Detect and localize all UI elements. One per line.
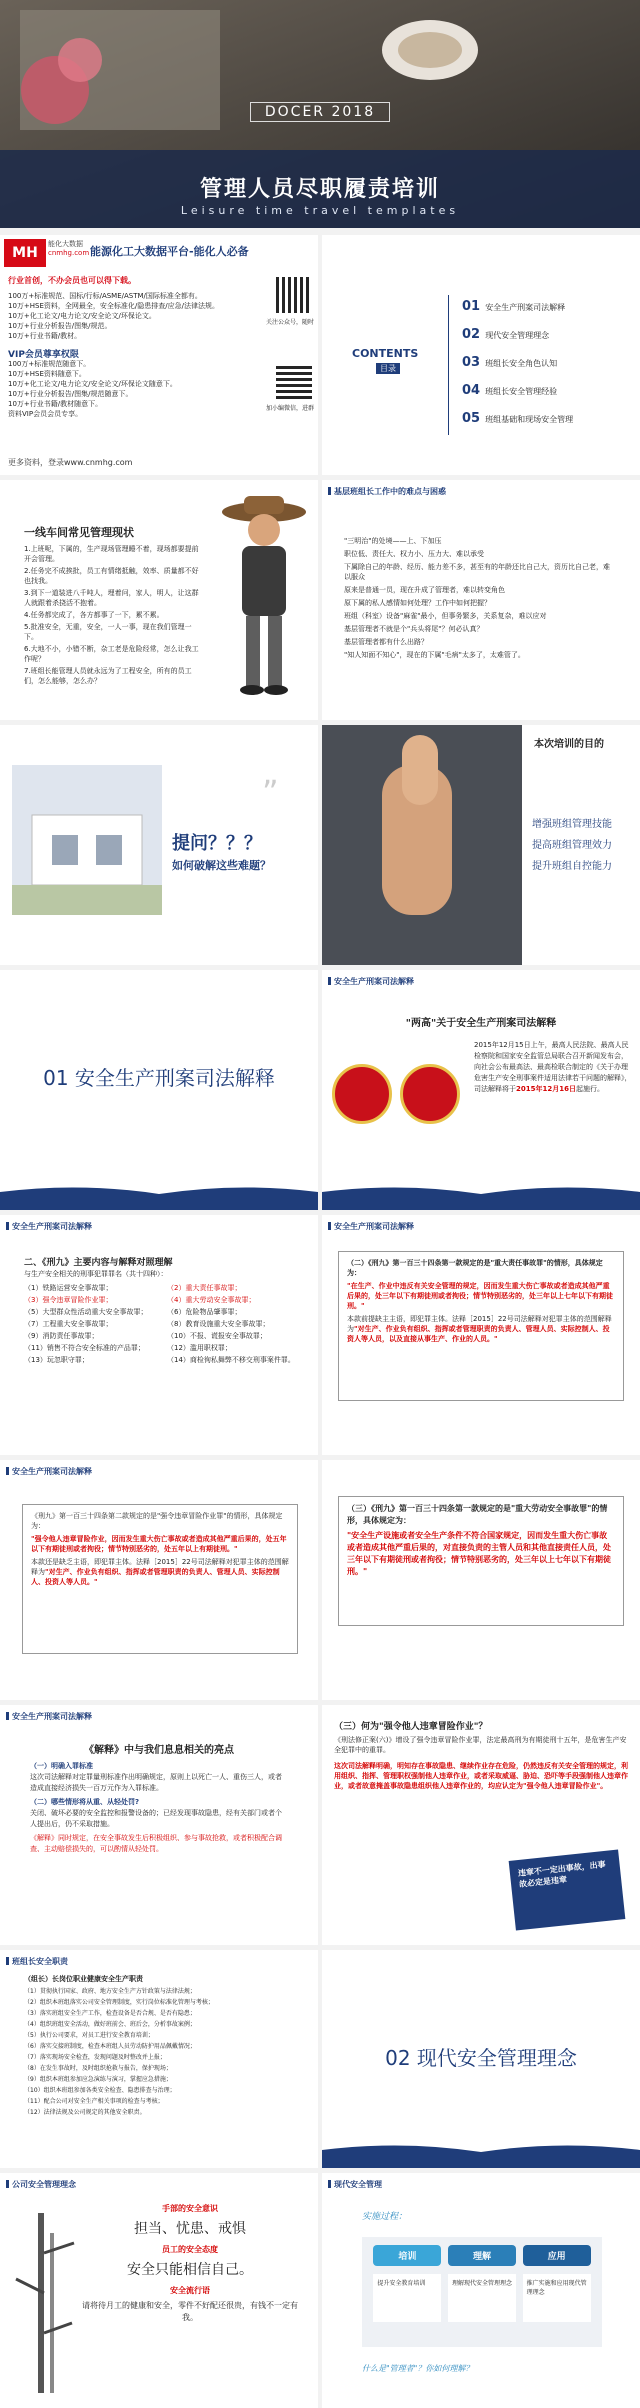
problem-line: 5.批准安全，无重，安全，一人一事，现在我们管理一下。 xyxy=(24,623,192,641)
logo: MH xyxy=(4,239,46,267)
qr1-caption: 关注公众号，随时 xyxy=(265,319,314,326)
difficulty-item: "知人知面不知心"，现在的下属"毛病"太多了，太难管了。 xyxy=(344,651,525,659)
difficulty-item: "三明治"的处境——上、下加压 xyxy=(344,537,442,545)
highlights-body xyxy=(30,1761,288,1855)
highlight-h2: （二）哪些情形将从重、从轻处罚? xyxy=(30,1798,140,1806)
article-box xyxy=(22,1504,298,1654)
quote-mark: ” xyxy=(262,773,279,811)
difficulty-item: 下属除自己的年龄、经历、能力差不多，甚至有的年龄还比自己大，资历比自己老，难以服众 xyxy=(344,563,610,581)
modern-box-body: 推广实施和应用现代管理理念 xyxy=(523,2274,591,2322)
purpose-slide xyxy=(322,725,640,965)
contents-label: CONTENTS xyxy=(352,347,419,360)
contents-text: 班组长安全管理经验 xyxy=(485,387,558,396)
cover-brand: DOCER 2018 xyxy=(250,102,390,122)
book-decoration xyxy=(322,1182,640,1210)
problem-line: 3.到下一道装进八千吨人，埋着问，家人，明人，让这群人就跟着杀挠活不抱着。 xyxy=(24,589,199,607)
highlights-slide xyxy=(0,1705,318,1945)
cover-title: 管理人员尽职履责培训 xyxy=(199,177,440,202)
concept-line: 手部的安全意识 xyxy=(162,2204,218,2213)
contents-item[interactable] xyxy=(462,407,632,435)
crime-item: （1）铁路运营安全事故罪； xyxy=(24,1284,113,1292)
problem-line: 4.任务都完成了，各方都事了一下，累不累。 xyxy=(24,611,164,619)
warning-sign-text: 违章不一定出事故，出事故必定是违章 xyxy=(517,1859,606,1889)
ad-slide xyxy=(0,235,318,475)
interpretation-date: 2015年12月16日 xyxy=(516,1085,576,1093)
modern-box xyxy=(523,2245,591,2339)
book-decoration xyxy=(322,2140,640,2168)
crime-item: （5）大型群众性活动重大安全事故罪； xyxy=(24,1308,148,1316)
article-body-red: "对生产、作业负有组织、指挥或者管理职责的负责人、管理人员、实际控制人、投资人等人员，以及直接从事生产、作业的人员。" xyxy=(347,1325,610,1343)
concept-line: 员工的安全态度 xyxy=(162,2245,218,2254)
question-line1: 提问？？？ xyxy=(172,833,262,854)
article-red: "在生产、作业中违反有关安全管理的规定，因而发生重大伤亡事故或者造成其他严重后果的，处三年以下有期徒刑或者拘役；情节特别恶劣的，处三年以上七年以下有期徒刑。" xyxy=(347,1282,613,1310)
modern-prompt: 实施过程： xyxy=(362,2212,408,2222)
crime-item: （9）消防责任事故罪； xyxy=(24,1332,99,1340)
section2-slide xyxy=(322,1950,640,2168)
ad-headline: 能源化工大数据平台-能化人必备 xyxy=(90,245,249,258)
crime-list-slide xyxy=(0,1215,318,1455)
modern-slide xyxy=(322,2173,640,2408)
purpose-list xyxy=(532,815,612,872)
article-body: 本款前提缺主主语，即犯罪主体。法释［2015］22号司法解释对犯罪主体的范围解释为 xyxy=(347,1315,612,1333)
vip-item: 10万+行业书籍/教材随意下。 xyxy=(8,400,103,408)
contents-item[interactable] xyxy=(462,379,632,407)
crime-item: （2）重大责任事故罪； xyxy=(167,1284,242,1292)
article-body: 本款还是缺乏主语，即犯罪主体。法释［2015］22号司法解释对犯罪主体的范围解释为 xyxy=(31,1558,289,1576)
problem-line: 2.任务完不成挨批，员工有情绪抵触，效率、质量都不好也找我。 xyxy=(24,567,199,585)
concept-line: 安全只能相信自己。 xyxy=(127,2262,253,2278)
contents-item[interactable] xyxy=(462,295,632,323)
concept-line: 请将待月工的健康和安全，零件不好配还很贵，有钱不一定有我。 xyxy=(82,2301,298,2322)
building-photo xyxy=(12,765,162,915)
section-num: 01 xyxy=(43,1066,69,1090)
contents-num: 04 xyxy=(462,383,481,398)
crime-intro: 与生产安全相关的刑事犯罪罪名（共十四种）： xyxy=(24,1270,168,1278)
highlight-h1: （一）明确入罪标准 xyxy=(30,1762,93,1770)
contents-text: 班组基础和现场安全管理 xyxy=(485,415,574,424)
contents-num: 02 xyxy=(462,327,481,342)
article-title: 《刑九》第一百三十四条第二款规定的是"强令违章冒险作业罪"的情形，具体规定为： xyxy=(31,1512,283,1530)
article-title: （三）《刑九》第一百三十四条第一款规定的是"重大劳动安全事故罪"的情形，具体规定为： xyxy=(347,1504,608,1525)
contents-list xyxy=(462,295,632,435)
duty-item: （2）组织本班组落实公司安全管理制度，实行岗位标准化管理与考核； xyxy=(24,1999,214,2006)
modern-box xyxy=(448,2245,516,2339)
cowboy-figure xyxy=(214,490,314,710)
article-134b-slide xyxy=(0,1460,318,1700)
problem-line: 1.上班呢，下属的，生产现场管理睡不着，现场都要提前开会管理。 xyxy=(24,545,199,563)
crime-grid xyxy=(24,1283,304,1365)
interpretation-body xyxy=(474,1040,632,1095)
vip-item: 10万+HSE资料随意下。 xyxy=(8,370,86,378)
difficulty-item: 职位低、责任大、权力小、压力大、难以承受 xyxy=(344,550,484,558)
contents-item[interactable] xyxy=(462,351,632,379)
duties-slide xyxy=(0,1950,318,2168)
section-num: 02 xyxy=(385,2046,411,2070)
ad-item: 10万+HSE资料，全网最全，安全标准化/隐患排查/应急/法律法规。 xyxy=(8,302,219,310)
highlights-title: 《解释》中与我们息息相关的亮点 xyxy=(84,1745,234,1756)
modern-box-head: 理解 xyxy=(448,2245,516,2266)
concept-box xyxy=(80,2203,300,2324)
purpose-title: 本次培训的目的 xyxy=(534,739,604,750)
crime-bar: 安全生产刑案司法解释 xyxy=(6,1221,92,1232)
article-134c-slide xyxy=(322,1460,640,1700)
concept-slide xyxy=(0,2173,318,2408)
vip-item: 资料VIP会员会员专享。 xyxy=(8,410,83,418)
duty-item: （3）落实班组安全生产工作，检查设备是否合规、是否有隐患； xyxy=(24,2010,196,2017)
contents-text: 现代安全管理理念 xyxy=(485,331,550,340)
contents-tag: 目录 xyxy=(376,363,400,374)
ad-first-line: 行业首创，不办会员也可以得下载。 xyxy=(8,276,136,285)
interpretation-bar: 安全生产刑案司法解释 xyxy=(328,976,414,987)
interpretation-heading: "两高"关于安全生产刑案司法解释 xyxy=(405,1018,557,1029)
problems-list xyxy=(24,544,204,686)
duties-bar: 班组长安全职责 xyxy=(6,1956,68,1967)
vip-item: 100万+标准规范随意下。 xyxy=(8,360,91,368)
crime-item: （13）玩忽职守罪； xyxy=(24,1356,89,1364)
modern-boxes xyxy=(362,2237,602,2347)
interpretation-end: 起施行。 xyxy=(575,1085,604,1093)
logo-url[interactable]: cnmhg.com xyxy=(48,249,90,257)
difficulty-item: 班组（科室）设备"麻雀"最小，但事务繁多，关系复杂，难以应对 xyxy=(344,612,547,620)
modern-question: 什么是"管理者"？你如何理解？ xyxy=(362,2364,474,2373)
duty-item: （1）贯彻执行国家、政府、地方安全生产方针政策与法律法规； xyxy=(24,1988,196,1995)
ad-item-list xyxy=(8,291,270,341)
section1-heading xyxy=(0,1062,318,1091)
article-title: （二）《刑九》第一百三十四条第一款规定的是"重大责任事故罪"的情形，具体规定为： xyxy=(347,1259,603,1277)
qr2-caption: 加小编微信，进群 xyxy=(265,405,314,412)
forced-title: （三）何为"强令他人违章冒险作业"？ xyxy=(334,1722,488,1732)
crime-title: 二、《刑九》主要内容与解释对照理解 xyxy=(24,1258,173,1268)
duty-item: （5）执行公司要求，对员工进行安全教育培训； xyxy=(24,2032,154,2039)
ad-item: 100万+标准规范、国标/行标/ASME/ASTM/国际标准全都有。 xyxy=(8,292,202,300)
difficulties-bar: 基层班组长工作中的难点与困惑 xyxy=(328,486,446,497)
cover-slide xyxy=(0,0,640,228)
duty-item: （12）法律法规及公司规定的其他安全职责。 xyxy=(24,2109,146,2116)
bamboo-painting xyxy=(10,2213,80,2393)
concept-bar: 公司安全管理理念 xyxy=(6,2179,76,2190)
crime-item: （7）工程重大安全事故罪； xyxy=(24,1320,113,1328)
crime-item: （12）滥用职权罪； xyxy=(167,1344,232,1352)
crime-item: （3）强令违章冒险作业罪； xyxy=(24,1296,113,1304)
problems-slide xyxy=(0,480,318,720)
duty-item: （7）落实现场安全检查，发现问题及时整改并上报； xyxy=(24,2054,166,2061)
modern-box xyxy=(373,2245,441,2339)
modern-box-head: 培训 xyxy=(373,2245,441,2266)
qr-code-1[interactable] xyxy=(276,277,312,313)
contents-num: 01 xyxy=(462,299,481,314)
difficulty-item: 基层管理者都有什么出路？ xyxy=(344,638,428,646)
vip-list xyxy=(8,359,270,419)
modern-bar: 现代安全管理 xyxy=(328,2179,382,2190)
contents-text: 班组长安全角色认知 xyxy=(485,359,558,368)
procuratorate-emblem-icon xyxy=(400,1064,460,1124)
crime-item: （11）销售不符合安全标准的产品罪； xyxy=(24,1344,145,1352)
duty-item: （6）落实交接班制度，检查本班组人员劳动防护用品佩戴情况； xyxy=(24,2043,196,2050)
highlight-p3: 《解释》同时规定，在安全事故发生后积极组织、参与事故抢救，或者积极配合调查、主动赔偿损失的，可以酌情从轻处罚。 xyxy=(30,1834,282,1853)
contents-divider xyxy=(448,295,449,435)
section-title: 安全生产刑案司法解释 xyxy=(74,1066,275,1090)
forced-work-slide xyxy=(322,1705,640,1945)
interpretation-slide xyxy=(322,970,640,1210)
problem-line: 6.大地不小，小错不断，杂工老是危险经常，怎么让我工作呢？ xyxy=(24,645,199,663)
highlight-p2: 关闭、破坏必要的安全监控和报警设备的；已经发现事故隐患，经有关部门或者个人提出后，仍不采取措施。 xyxy=(30,1809,282,1828)
contents-num: 05 xyxy=(462,411,481,426)
forced-p2: 这次司法解释明确，明知存在事故隐患、继续作业存在危险，仍然违反有关安全管理的规定，利用组织、指挥、管理职权强制他人违章作业，或者采取威逼、胁迫、恐吓等手段强制他人违章作业，或者故意掩盖事故隐患组织他人违章作业的，均应认定为"强令他人违章冒险作业"。 xyxy=(334,1762,628,1790)
question-line2: 如何破解这些难题？ xyxy=(172,859,271,872)
difficulty-item: 基层管理者不就是个"兵头将尾"？何必认真？ xyxy=(344,625,484,633)
section1-slide xyxy=(0,970,318,1210)
section2-heading xyxy=(322,2042,640,2071)
ad-item: 10万+行业书籍/教材。 xyxy=(8,332,82,340)
warning-sign xyxy=(509,1849,626,1930)
article-box xyxy=(338,1496,624,1626)
crime-item: （6）危险物品肇事罪； xyxy=(167,1308,242,1316)
article-red: "安全生产设施或者安全生产条件不符合国家规定，因而发生重大伤亡事故或者造成其他严重后果的，对直接负责的主管人员和其他直接责任人员，处三年以下有期徒刑或者拘役；情节特别恶劣的，处三年以上七年以下有期徒刑。" xyxy=(347,1531,611,1576)
concept-line: 担当、忧患、戒惧 xyxy=(134,2221,246,2237)
logo-text: 能化大数据 xyxy=(48,240,83,248)
question-slide xyxy=(0,725,318,965)
highlights-bar: 安全生产刑案司法解释 xyxy=(6,1711,92,1722)
ad-footer[interactable]: 更多资料，登录www.cnmhg.com xyxy=(8,458,133,467)
duty-item: （10）组织本班组参加各类安全检查、隐患排查与治理； xyxy=(24,2087,176,2094)
duties-list xyxy=(24,1986,304,2118)
crime-item: （4）重大劳动安全事故罪； xyxy=(167,1296,256,1304)
interpretation-text: 2015年12月15日上午，最高人民法院、最高人民检察院和国家安全监管总局联合召开新闻发布会，向社会公布最高法、最高检联合制定的《关于办理危害生产安全刑事案件适用法律若干问题的解释》，司法解释将于 xyxy=(474,1041,632,1093)
crime-item: （8）教育设施重大安全事故罪； xyxy=(167,1320,270,1328)
duty-item: （4）组织班组安全活动，做好班前会、班后会，分析事故案例； xyxy=(24,2021,196,2028)
duty-item: （8）在发生事故时，及时组织抢救与报告，保护现场； xyxy=(24,2065,172,2072)
highlight-p1: 这次司法解释对定罪量刑标准作出明确规定，原则上以死亡一人、重伤三人，或者造成直接经济损失一百万元作为入罪标准。 xyxy=(30,1773,282,1792)
duties-intro: （组长）长岗位职业健康安全生产职责 xyxy=(24,1975,143,1983)
cover-subtitle: Leisure time travel templates xyxy=(180,204,460,217)
article-134a-slide xyxy=(322,1215,640,1455)
contents-text: 安全生产刑案司法解释 xyxy=(485,303,566,312)
difficulty-item: 原来是普通一员，现在升成了管理者，难以转变角色 xyxy=(344,586,505,594)
forced-p1: 《刑法修正案(六)》增设了强令违章冒险作业罪，法定最高刑为有期徒刑十五年，是危害生产安全犯罪中的重罪。 xyxy=(334,1736,627,1754)
modern-box-head: 应用 xyxy=(523,2245,591,2266)
concept-line: 安全流行语 xyxy=(170,2286,210,2295)
section-title: 现代安全管理理念 xyxy=(416,2046,577,2070)
modern-box-body: 理解现代安全管理理念 xyxy=(448,2274,516,2322)
crime-item: （14）商检徇私舞弊不移交刑事案件罪。 xyxy=(167,1356,295,1364)
vip-item: 10万+行业分析报告/图集/规范随意下。 xyxy=(8,390,133,398)
duty-item: （9）组织本班组参加应急演练与演习，掌握应急措施； xyxy=(24,2076,172,2083)
purpose-item: 提高班组管理效力 xyxy=(532,840,612,851)
contents-item[interactable] xyxy=(462,323,632,351)
difficulty-item: 原下属的私人感情如何处理？工作中如何把握？ xyxy=(344,599,491,607)
vip-item: 10万+化工论文/电力论文/安全论文/环保论文随意下。 xyxy=(8,380,177,388)
book-decoration xyxy=(0,1182,318,1210)
purpose-item: 提升班组自控能力 xyxy=(532,861,612,872)
article-bar: 安全生产刑案司法解释 xyxy=(328,1221,414,1232)
article-body-red: "对生产、作业负有组织、指挥或者管理职责的负责人、管理人员、实际控制人、投资人等人员。" xyxy=(31,1568,280,1586)
crime-item: （10）不报、谎报安全事故罪； xyxy=(167,1332,267,1340)
article-box xyxy=(338,1251,624,1401)
modern-box-body: 提升安全教育培训 xyxy=(373,2274,441,2322)
problem-line: 7.班组长能管理人员就永远为了工程安全，所有的员工们，怎么能够，怎么办？ xyxy=(24,667,192,685)
duty-item: （11）配合公司对安全生产相关事项的检查与考核； xyxy=(24,2098,164,2105)
article-red: "强令他人违章冒险作业，因而发生重大伤亡事故或者造成其他严重后果的，处五年以下有期徒刑或者拘役；情节特别恶劣的，处五年以上有期徒刑。" xyxy=(31,1535,287,1553)
court-emblem-icon xyxy=(332,1064,392,1124)
contents-slide xyxy=(322,235,640,475)
vip-title: VIP会员尊享权限 xyxy=(8,350,79,360)
thumbs-up-photo xyxy=(322,725,522,965)
ad-item: 10万+化工论文/电力论文/安全论文/环保论文。 xyxy=(8,312,156,320)
ad-item: 10万+行业分析报告/图集/规范。 xyxy=(8,322,112,330)
qr-code-2[interactable] xyxy=(276,363,312,399)
article-bar: 安全生产刑案司法解释 xyxy=(6,1466,92,1477)
purpose-item: 增强班组管理技能 xyxy=(532,819,612,830)
problems-title: 一线车间常见管理现状 xyxy=(24,526,134,539)
difficulties-slide xyxy=(322,480,640,720)
contents-num: 03 xyxy=(462,355,481,370)
difficulties-list xyxy=(344,536,614,660)
